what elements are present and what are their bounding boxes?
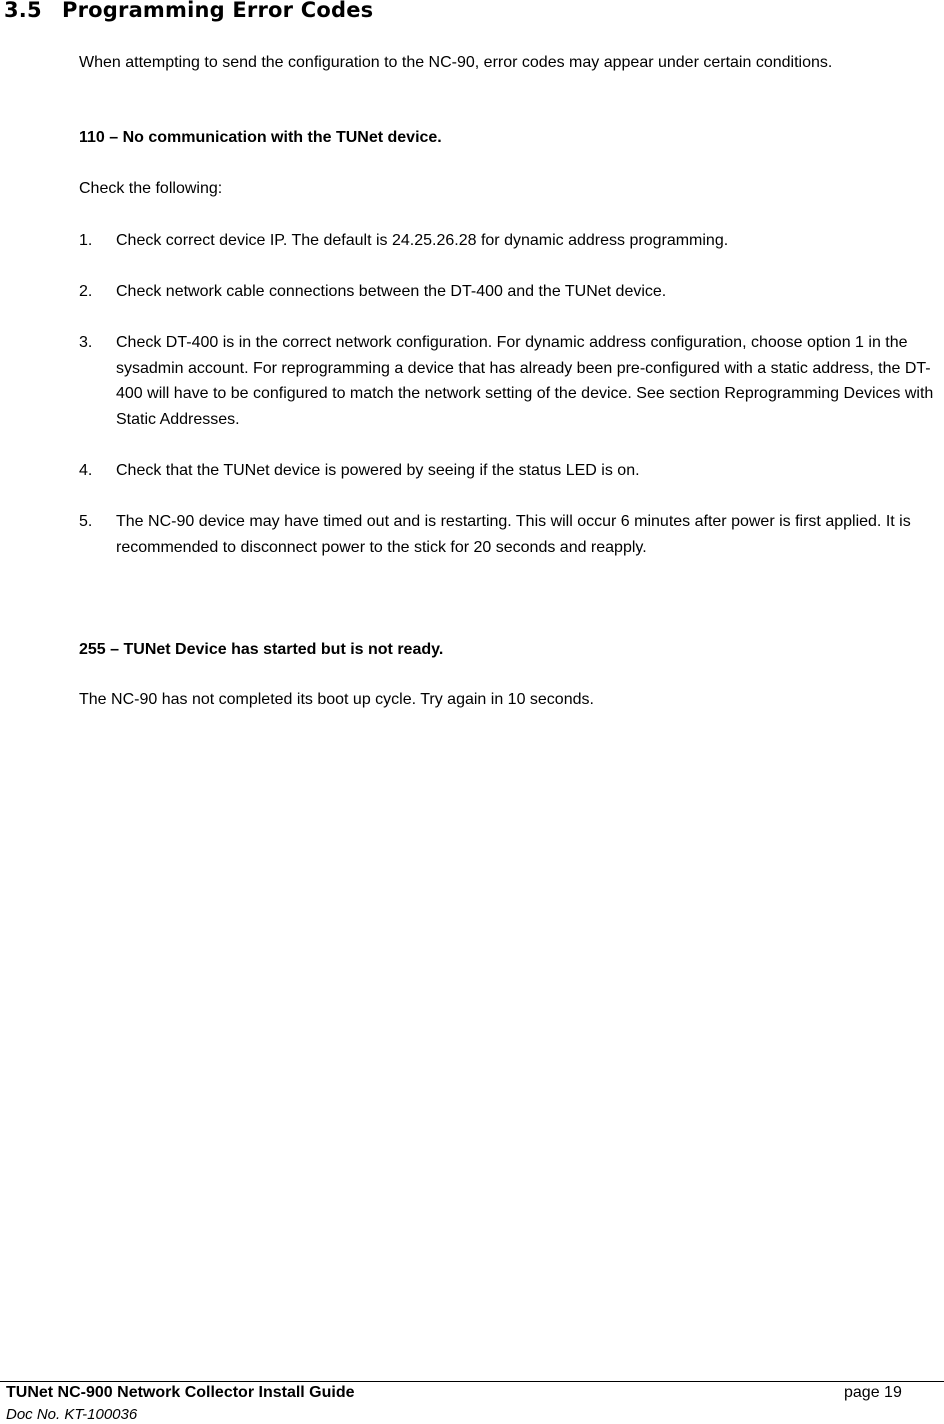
intro-paragraph: When attempting to send the configuration to the NC-90, error codes may appear under certain conditions. [79,54,833,71]
list-item-number: 3. [79,334,93,351]
list-item-text: Check network cable connections between the DT-400 and the TUNet device. [116,283,667,300]
list-item [79,279,941,305]
list-item-text: Check that the TUNet device is powered by seeing if the status LED is on. [116,462,640,479]
list-item-number: 1. [79,232,93,249]
document-number: Doc No. KT-100036 [6,1406,138,1423]
list-item [79,509,941,560]
error-255-description: The NC-90 has not completed its boot up cycle. Try again in 10 seconds. [79,691,594,708]
list-item [79,330,941,432]
error-110-heading: 110 – No communication with the TUNet device. [79,129,442,146]
footer-document-title: TUNet NC-900 Network Collector Install Guide [6,1384,355,1401]
list-item-number: 5. [79,513,93,530]
error-255-heading: 255 – TUNet Device has started but is not ready. [79,641,444,658]
footer-divider [0,1381,944,1382]
list-item-number: 2. [79,283,93,300]
list-item-text: The NC-90 device may have timed out and is restarting. This will occur 6 minutes after power is first applied. It is recommended to disconnect power to the stick for 20 seconds and reapply. [116,513,911,556]
page-number: page 19 [844,1384,902,1401]
list-item-text: Check DT-400 is in the correct network configuration. For dynamic address configuration, choose option 1 in the sysadmin account. For reprogramming a device that has already been pre-configured with a static address, the DT-400 will have to be configured to match the network setting of the device. See section Reprogramming Devices with Static Addresses. [116,334,934,428]
list-item-number: 4. [79,462,93,479]
list-item [79,228,941,254]
section-number: 3.5 [4,0,42,22]
list-item-text: Check correct device IP. The default is 24.25.26.28 for dynamic address programming. [116,232,729,249]
check-lead: Check the following: [79,180,223,197]
section-heading [4,0,373,25]
list-item [79,458,941,484]
section-title: Programming Error Codes [62,0,374,22]
